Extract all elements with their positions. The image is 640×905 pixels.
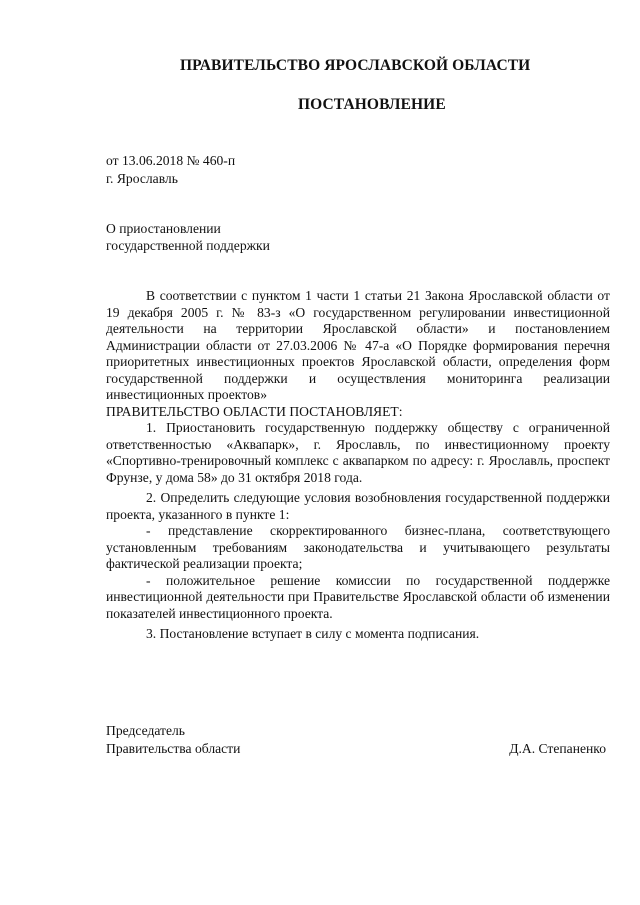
signatory-title-line-1: Председатель: [106, 723, 185, 738]
document-type-heading: ПОСТАНОВЛЕНИЕ: [298, 96, 446, 113]
signatory-name: Д.А. Степаненко: [509, 741, 606, 756]
document-city: г. Ярославль: [106, 171, 178, 186]
item-2-paragraph: 2. Определить следующие условия возобновления государственной поддержки проекта, указанного в пункте 1:: [106, 490, 610, 522]
document-subject: [106, 220, 270, 254]
signatory-title-line-2: Правительства области: [106, 741, 241, 756]
document-date-number: от 13.06.2018 № 460-п: [106, 153, 236, 168]
item-3-paragraph: 3. Постановление вступает в силу с момента подписания.: [146, 626, 480, 641]
item-2-condition-2: - положительное решение комиссии по государственной поддержке инвестиционной деятельности при Правительстве Ярославской области об изменении показателей инвестиционного проекта.: [106, 572, 610, 621]
subject-line-1: О приостановлении: [106, 221, 221, 236]
signature-block: [106, 722, 606, 758]
decree-statement: ПРАВИТЕЛЬСТВО ОБЛАСТИ ПОСТАНОВЛЯЕТ:: [106, 403, 403, 419]
preamble-paragraph: В соответствии с пунктом 1 части 1 статьи 21 Закона Ярославской области от 19 декабря 2005 г. № 83-з «О государственном регулировании инвестиционной деятельности на территории Ярославской области» и постановлением Администрации области от 27.03.2006 № 47-а «О Порядке формирования перечня приоритетных инвестиционных проектов Ярославской области, определения форм государственной поддержки и осуществления мониторинга реализации инвестиционных проектов»: [106, 288, 610, 402]
subject-line-2: государственной поддержки: [106, 238, 270, 253]
item-1-paragraph: 1. Приостановить государственную поддержку обществу с ограниченной ответственностью «Аквапарк», г. Ярославль, по инвестиционному проекту «Спортивно-тренировочный комплекс с аквапарком по адресу: г. Ярославль, проспект Фрунзе, у дома 58» до 31 октября 2018 года.: [106, 420, 610, 485]
document-body: [106, 288, 610, 643]
government-title: ПРАВИТЕЛЬСТВО ЯРОСЛАВСКОЙ ОБЛАСТИ: [180, 57, 531, 74]
item-2-condition-1: - представление скорректированного бизнес-плана, соответствующего установленным требованиям законодательства и учитывающего результаты фактической реализации проекта;: [106, 523, 610, 571]
